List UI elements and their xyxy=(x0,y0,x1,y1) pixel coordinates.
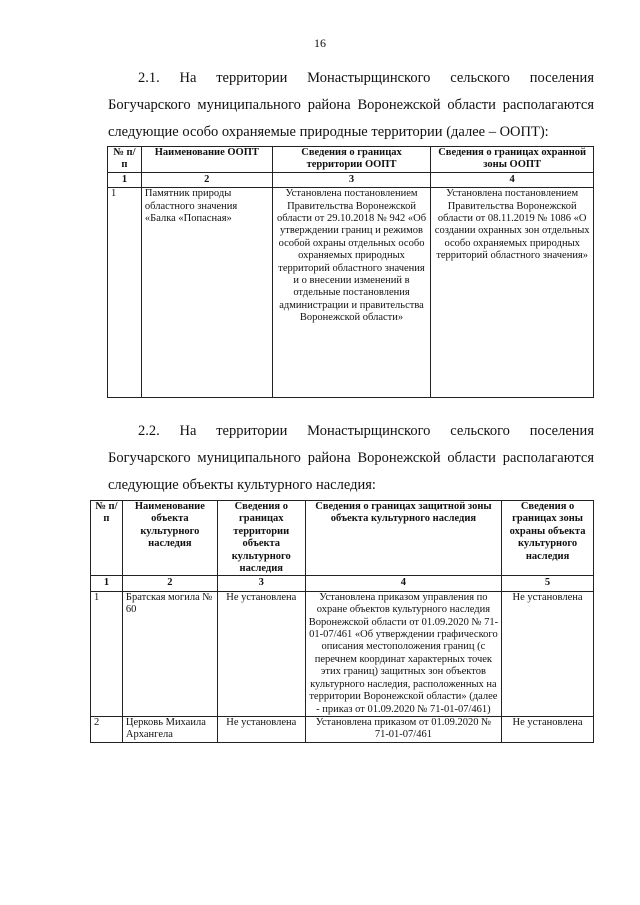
header-territory-borders: Сведения о границах территории объекта культурного наследия xyxy=(217,501,305,576)
header-territory-borders: Сведения о границах территории ООПТ xyxy=(272,147,431,173)
column-number-row xyxy=(108,172,594,187)
header-name: Наименование ООПТ xyxy=(141,147,272,173)
table-row xyxy=(91,716,594,742)
word: сельского xyxy=(450,423,510,439)
cell-protection-zone-borders: Не установлена xyxy=(502,591,594,716)
word: На xyxy=(179,423,197,439)
column-number: 5 xyxy=(502,576,594,591)
word: поселения xyxy=(529,70,594,86)
word: Монастырщинского xyxy=(307,423,431,439)
cell-territory-borders: Не установлена xyxy=(217,716,305,742)
table-header-row xyxy=(108,147,594,173)
column-number: 3 xyxy=(217,576,305,591)
header-name: Наименование объекта культурного наследия xyxy=(122,501,217,576)
oopt-table xyxy=(107,146,594,398)
header-protection-zone-borders: Сведения о границах зоны охраны объекта культурного наследия xyxy=(502,501,594,576)
cell-protective-zone-borders: Установлена приказом управления по охране объектов культурного наследия Воронежской области от 01.09.2020 № 71-01-07/461 «Об утверждении графического описания местоположения границ (с перечнем координат характерных точек этих границ) защитных зон объектов культурного наследия, расположенных на территории Воронежской области» (далее - приказ от 01.09.2020 № 71-01-07/461) xyxy=(305,591,501,716)
cell-territory-borders: Не установлена xyxy=(217,591,305,716)
word: территории xyxy=(216,70,288,86)
paragraph-line: Богучарского муниципального района Воронежской области располагаются xyxy=(108,97,594,113)
cell-protection-zone-borders: Установлена постановлением Правительства Воронежской области от 08.11.2019 № 1086 «О создании охранных зон отдельных особо охраняемых природных территорий областного значения» xyxy=(431,188,594,398)
cell-territory-borders: Установлена постановлением Правительства Воронежской области от 29.10.2018 № 942 «Об утверждении границ и режимов особой охраны отдельных особо охраняемых природных территорий областного значения и о внесении изменений в отдельные постановления администрации и правительства Воронежской области» xyxy=(272,188,431,398)
cultural-heritage-table xyxy=(90,500,594,743)
column-number-row xyxy=(91,576,594,591)
word: территории xyxy=(216,423,288,439)
paragraph-first-line xyxy=(108,418,594,445)
cell-name: Братская могила № 60 xyxy=(122,591,217,716)
word: поселения xyxy=(529,423,594,439)
word: Монастырщинского xyxy=(307,70,431,86)
paragraph-line: следующие объекты культурного наследия: xyxy=(108,477,376,493)
page-number: 16 xyxy=(314,36,326,50)
table-row xyxy=(108,188,594,398)
section-2-1-paragraph xyxy=(108,65,594,146)
clause-number: 2.1. xyxy=(138,70,160,86)
cell-protection-zone-borders: Не установлена xyxy=(502,716,594,742)
section-2-2-paragraph xyxy=(108,418,594,499)
column-number: 2 xyxy=(122,576,217,591)
column-number: 4 xyxy=(431,172,594,187)
cell-protective-zone-borders: Установлена приказом от 01.09.2020 № 71-01-07/461 xyxy=(305,716,501,742)
word: На xyxy=(179,70,197,86)
paragraph-first-line xyxy=(108,65,594,92)
header-number: № п/п xyxy=(91,501,123,576)
table-row xyxy=(91,591,594,716)
column-number: 3 xyxy=(272,172,431,187)
column-number: 4 xyxy=(305,576,501,591)
cell-number: 2 xyxy=(91,716,123,742)
clause-number: 2.2. xyxy=(138,423,160,439)
word: сельского xyxy=(450,70,510,86)
header-protective-zone-borders: Сведения о границах защитной зоны объекта культурного наследия xyxy=(305,501,501,576)
column-number: 2 xyxy=(141,172,272,187)
column-number: 1 xyxy=(108,172,142,187)
header-protection-zone-borders: Сведения о границах охранной зоны ООПТ xyxy=(431,147,594,173)
paragraph-line: Богучарского муниципального района Воронежской области располагаются xyxy=(108,450,594,466)
paragraph-line: следующие особо охраняемые природные территории (далее – ООПТ): xyxy=(108,124,549,140)
cell-number: 1 xyxy=(91,591,123,716)
cell-name: Церковь Михаила Архангела xyxy=(122,716,217,742)
table-header-row xyxy=(91,501,594,576)
cell-name: Памятник природы областного значения «Балка «Попасная» xyxy=(141,188,272,398)
cell-number: 1 xyxy=(108,188,142,398)
column-number: 1 xyxy=(91,576,123,591)
header-number: № п/п xyxy=(108,147,142,173)
